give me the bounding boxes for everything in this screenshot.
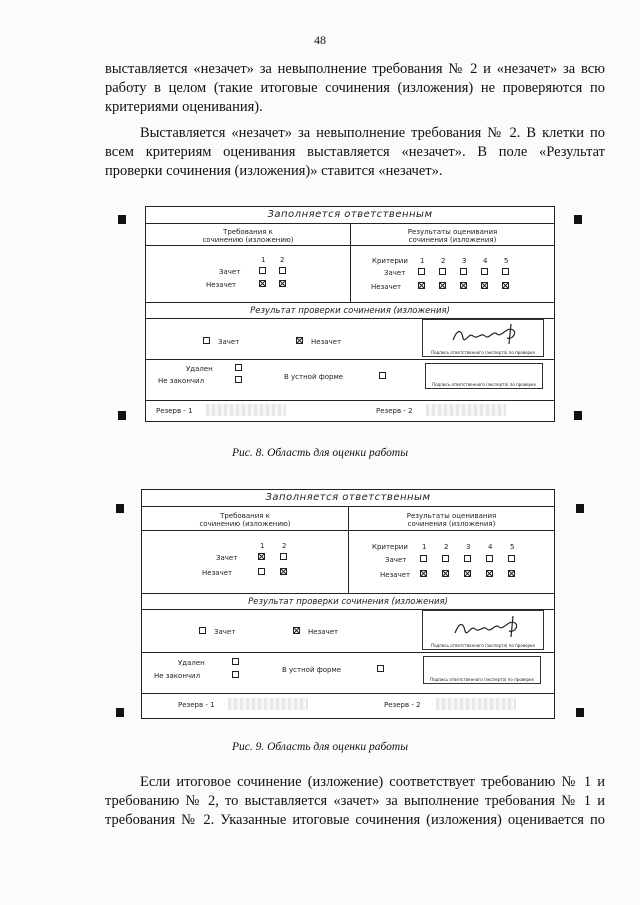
req-number: 2	[280, 256, 285, 264]
criteria-label: Критерии	[372, 257, 408, 265]
oral-form-checkbox[interactable]	[379, 372, 386, 379]
signature-box-2	[423, 656, 541, 684]
signature-box	[422, 319, 544, 357]
oral-form-label: В устной форме	[282, 666, 342, 674]
oral-form-label: В устной форме	[284, 373, 344, 381]
criteria-title: сочинения (изложения)	[408, 236, 497, 244]
assessment-form-fig9	[141, 489, 555, 719]
result-zachet-label: Зачет	[214, 628, 236, 636]
reserve-2-label: Резерв - 2	[376, 407, 413, 415]
zachet-label: Зачет	[216, 554, 238, 562]
unfinished-checkbox[interactable]	[235, 376, 242, 383]
zachet-label: Зачет	[385, 556, 407, 564]
criteria-title: Результаты оценивания	[407, 228, 498, 236]
signature-caption: Подпись ответственного (эксперта) по проверке	[431, 643, 535, 648]
req2-nezachet-checkbox[interactable]	[279, 280, 286, 287]
unfinished-checkbox[interactable]	[232, 671, 239, 678]
nezachet-label: Незачет	[206, 281, 237, 289]
nezachet-label: Незачет	[202, 569, 233, 577]
unfinished-label: Не закончил	[154, 672, 201, 680]
criteria-title: Результаты оценивания	[406, 512, 497, 520]
reserve-1-field	[206, 404, 286, 416]
requirements-title: Требования к	[223, 228, 273, 236]
result-zachet-checkbox[interactable]	[203, 337, 210, 344]
crit1-zachet-checkbox[interactable]	[420, 555, 427, 562]
reserve-1-field	[228, 698, 308, 710]
req1-nezachet-checkbox[interactable]	[258, 568, 265, 575]
crit-number: 2	[441, 257, 446, 265]
crit5-nezachet-checkbox[interactable]	[502, 282, 509, 289]
crit5-zachet-checkbox[interactable]	[508, 555, 515, 562]
paragraph-2	[105, 124, 605, 181]
req-number: 2	[282, 542, 287, 550]
text-line: критериями оценивания).	[105, 99, 263, 115]
page-number: 48	[314, 33, 326, 47]
crit1-nezachet-checkbox[interactable]	[418, 282, 425, 289]
registration-marker	[576, 504, 584, 513]
signature-caption: Подпись ответственного (эксперта) по проверке	[431, 350, 535, 355]
text-line: Выставляется «незачет» за невыполнение требования № 2. В клетки по	[140, 125, 605, 141]
req-number: 1	[260, 542, 265, 550]
reserve-2-field	[426, 404, 506, 416]
crit4-zachet-checkbox[interactable]	[486, 555, 493, 562]
req2-zachet-checkbox[interactable]	[280, 553, 287, 560]
crit-number: 1	[422, 543, 427, 551]
registration-marker	[574, 215, 582, 224]
crit4-nezachet-checkbox[interactable]	[481, 282, 488, 289]
signature-icon	[423, 611, 543, 643]
crit-number: 4	[483, 257, 488, 265]
result-zachet-label: Зачет	[218, 338, 240, 346]
nezachet-label: Незачет	[380, 571, 411, 579]
reserve-2-label: Резерв - 2	[384, 701, 421, 709]
removed-checkbox[interactable]	[232, 658, 239, 665]
crit-number: 4	[488, 543, 493, 551]
reserve-1-label: Резерв - 1	[178, 701, 215, 709]
registration-marker	[118, 411, 126, 420]
registration-marker	[118, 215, 126, 224]
crit-number: 5	[504, 257, 509, 265]
registration-marker	[116, 708, 124, 717]
result-zachet-checkbox[interactable]	[199, 627, 206, 634]
crit-number: 3	[466, 543, 471, 551]
crit5-zachet-checkbox[interactable]	[502, 268, 509, 275]
req1-zachet-checkbox[interactable]	[259, 267, 266, 274]
signature-caption: Подпись ответственного (эксперта) по проверке	[430, 677, 534, 682]
requirements-title: сочинению (изложению)	[202, 236, 294, 244]
crit5-nezachet-checkbox[interactable]	[508, 570, 515, 577]
crit-number: 3	[462, 257, 467, 265]
criteria-title: сочинения (изложения)	[407, 520, 496, 528]
result-title: Результат проверки сочинения (изложения)	[250, 306, 450, 316]
crit2-nezachet-checkbox[interactable]	[442, 570, 449, 577]
crit3-zachet-checkbox[interactable]	[460, 268, 467, 275]
text-line: проверки сочинения (изложения)» ставится «незачет».	[105, 163, 443, 179]
crit3-zachet-checkbox[interactable]	[464, 555, 471, 562]
req1-zachet-checkbox[interactable]	[258, 553, 265, 560]
crit-number: 5	[510, 543, 515, 551]
requirements-title: сочинению (изложению)	[199, 520, 291, 528]
crit3-nezachet-checkbox[interactable]	[460, 282, 467, 289]
crit2-nezachet-checkbox[interactable]	[439, 282, 446, 289]
reserve-2-field	[436, 698, 516, 710]
figure-9-caption: Рис. 9. Область для оценки работы	[232, 741, 408, 753]
removed-checkbox[interactable]	[235, 364, 242, 371]
registration-marker	[574, 411, 582, 420]
signature-box-2	[425, 363, 543, 389]
req-number: 1	[261, 256, 266, 264]
text-line: Если итоговое сочинение (изложение) соответствует требованию № 1 и	[140, 774, 605, 790]
crit1-zachet-checkbox[interactable]	[418, 268, 425, 275]
assessment-form-fig8	[145, 206, 555, 422]
oral-form-checkbox[interactable]	[377, 665, 384, 672]
form-header: Заполняется ответственным	[146, 207, 554, 224]
text-line: требованию № 2, то выставляется «зачет» за выполнение требования № 1 и	[105, 793, 605, 809]
crit1-nezachet-checkbox[interactable]	[420, 570, 427, 577]
result-nezachet-label: Незачет	[311, 338, 342, 346]
registration-marker	[576, 708, 584, 717]
crit4-nezachet-checkbox[interactable]	[486, 570, 493, 577]
crit-number: 2	[444, 543, 449, 551]
unfinished-label: Не закончил	[158, 377, 205, 385]
signature-caption: Подпись ответственного (эксперта) по проверке	[432, 382, 536, 387]
zachet-label: Зачет	[219, 268, 241, 276]
text-line: всем критериям оценивания выставляется «незачет». В поле «Результат	[105, 144, 605, 160]
removed-label: Удален	[186, 365, 213, 373]
reserve-1-label: Резерв - 1	[156, 407, 193, 415]
removed-label: Удален	[178, 659, 205, 667]
text-line: работу в целом (такие итоговые сочинения (изложения) не проверяются по	[105, 80, 605, 96]
req2-zachet-checkbox[interactable]	[279, 267, 286, 274]
result-nezachet-label: Незачет	[308, 628, 339, 636]
result-nezachet-checkbox[interactable]	[296, 337, 303, 344]
signature-icon	[423, 320, 543, 350]
result-title: Результат проверки сочинения (изложения)	[248, 597, 448, 607]
req2-nezachet-checkbox[interactable]	[280, 568, 287, 575]
nezachet-label: Незачет	[371, 283, 402, 291]
crit3-nezachet-checkbox[interactable]	[464, 570, 471, 577]
figure-8-caption: Рис. 8. Область для оценки работы	[232, 447, 408, 459]
paragraph-3	[105, 773, 605, 830]
requirements-title: Требования к	[220, 512, 270, 520]
text-line: требования № 2. Указанные итоговые сочинения (изложения) оценивается по	[105, 812, 605, 828]
form-header: Заполняется ответственным	[142, 490, 554, 507]
crit2-zachet-checkbox[interactable]	[439, 268, 446, 275]
req1-nezachet-checkbox[interactable]	[259, 280, 266, 287]
criteria-label: Критерии	[372, 543, 408, 551]
crit2-zachet-checkbox[interactable]	[442, 555, 449, 562]
crit4-zachet-checkbox[interactable]	[481, 268, 488, 275]
text-line: выставляется «незачет» за невыполнение требования № 2 и «незачет» за всю	[105, 61, 605, 77]
paragraph-1	[105, 60, 605, 117]
registration-marker	[116, 504, 124, 513]
zachet-label: Зачет	[384, 269, 406, 277]
result-nezachet-checkbox[interactable]	[293, 627, 300, 634]
signature-box	[422, 610, 544, 650]
crit-number: 1	[420, 257, 425, 265]
